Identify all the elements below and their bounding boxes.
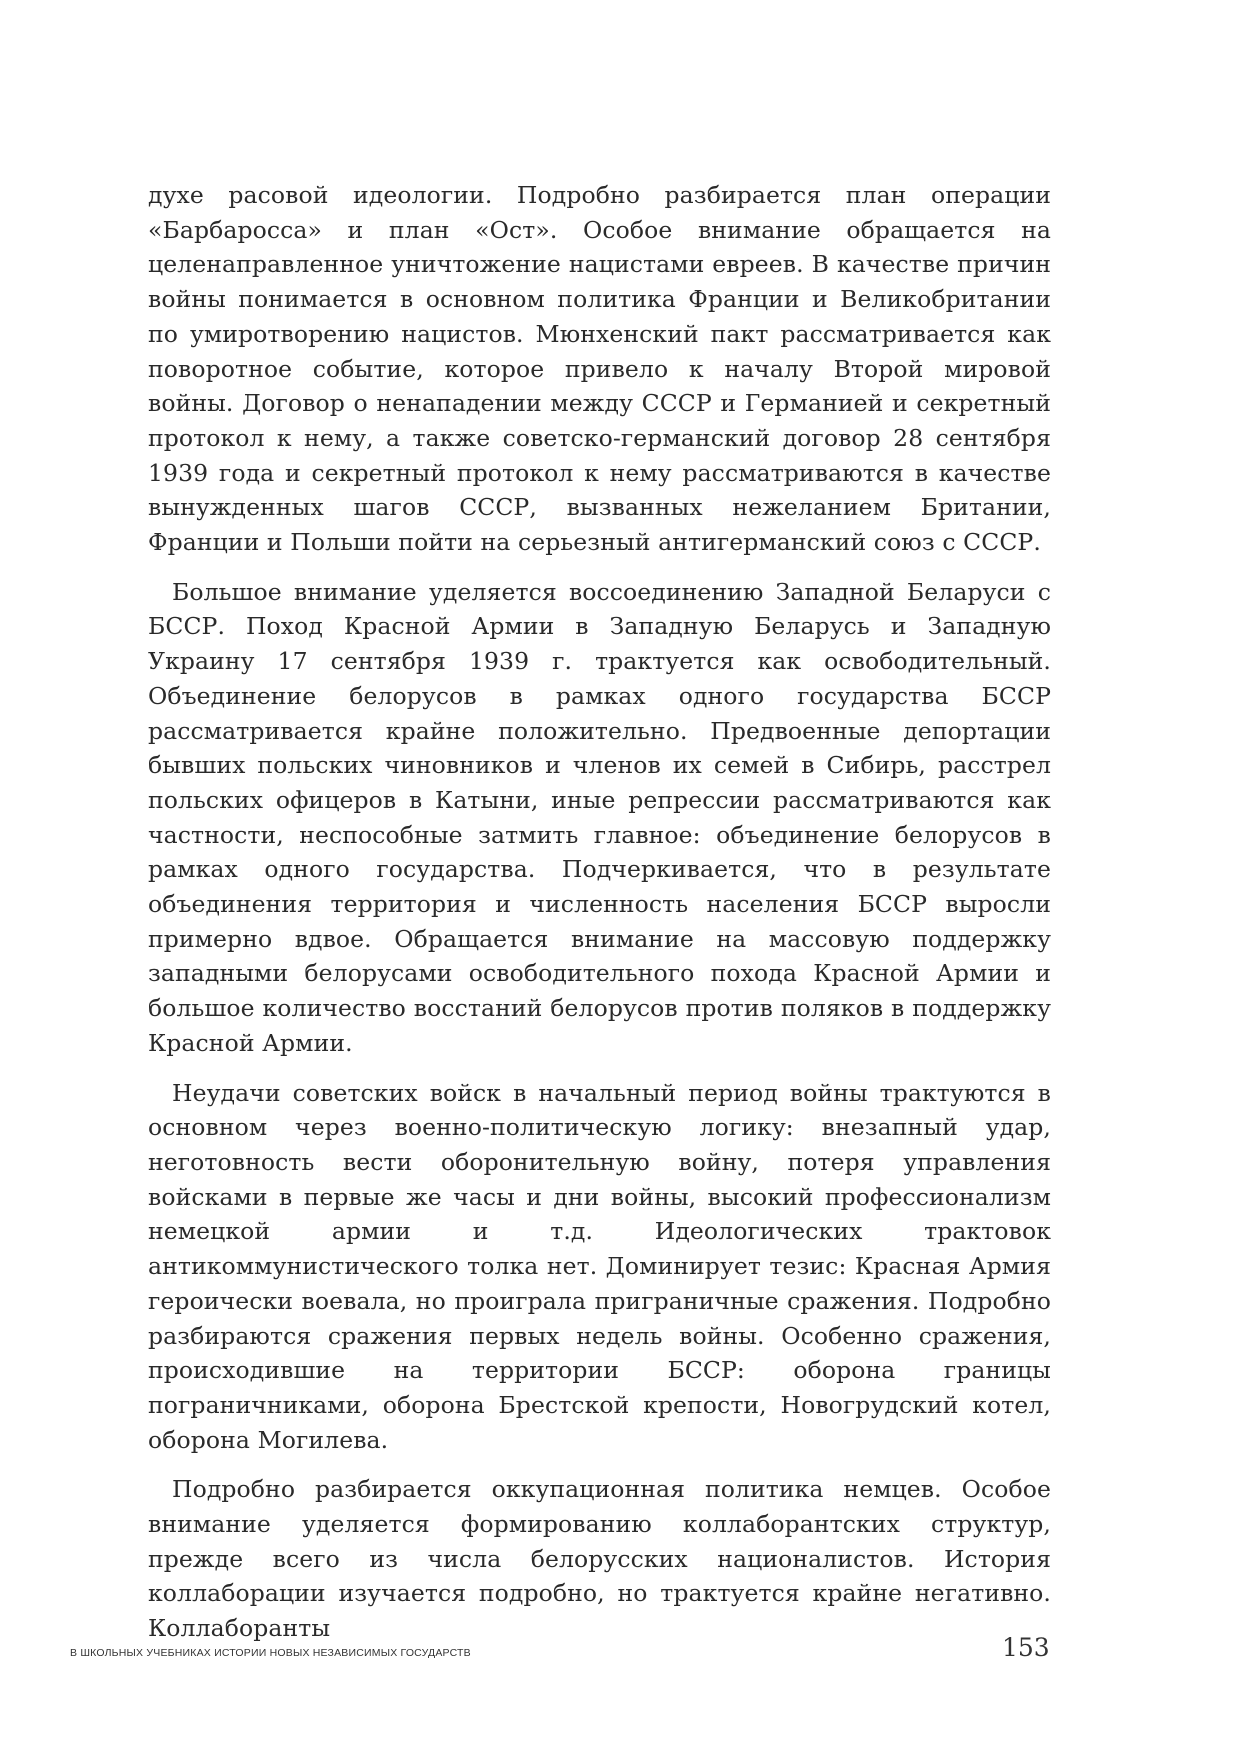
page-number: 153 <box>1002 1633 1050 1662</box>
paragraph-western-belarus: Большое внимание уделяется воссоединению Западной Беларуси с БССР. Поход Красной Армии в Западную Беларусь и Западную Украину 17 сентября 1939 г. трактуется как освободительный. Объединение белорусов в рамках одного государства БССР рассматривается крайне положительно. Предвоенные депортации бывших польских чиновников и членов их семей в Сибирь, расстрел польских офицеров в Катыни, иные репрессии рассматриваются как частности, неспособные затмить главное: объединение белорусов в рамках одного государства. Подчеркивается, что в результате объединения территория и численность населения БССР выросли примерно вдвое. Обращается внимание на массовую поддержку западными белорусами освободительного похода Красной Армии и большое количество восстаний белорусов против поляков в поддержку Красной Армии. <box>148 577 1051 1057</box>
paragraph-occupation-policy: Подробно разбирается оккупационная политика немцев. Особое внимание уделяется формированию коллаборантских структур, прежде всего из числа белорусских националистов. История коллаборации изучается подробно, но трактуется крайне негативно. Коллаборанты <box>148 1475 1051 1643</box>
paragraph-initial-period: Неудачи советских войск в начальный период войны трактуются в основном через военно-политическую логику: внезапный удар, неготовность вести оборонительную войну, потеря управления войсками в первые же часы и дни войны, высокий профессионализм немецкой армии и т.д. Идеологических трактовок антикоммунистического толка нет. Доминирует тезис: Красная Армия героически воевала, но проиграла приграничные сражения. Подробно разбираются сражения первых недель войны. Особенно сражения, происходившие на территории БССР: оборона границы пограничниками, оборона Брестской крепости, Новогрудский котел, оборона Могилева. <box>148 1078 1051 1454</box>
running-footer-title: В ШКОЛЬНЫХ УЧЕБНИКАХ ИСТОРИИ НОВЫХ НЕЗАВИСИМЫХ ГОСУДАРСТВ <box>70 1647 471 1659</box>
body-text <box>148 178 1051 1661</box>
paragraph-continuation: духе расовой идеологии. Подробно разбирается план операции «Барбаросса» и план «Ост». Особое внимание обращается на целенаправленное уничтожение нацистами евреев. В качестве причин войны понимается в основном политика Франции и Великобритании по умиротворению нацистов. Мюнхенский пакт рассматривается как поворотное событие, которое привело к началу Второй мировой войны. Договор о ненападении между СССР и Германией и секретный протокол к нему, а также советско-германский договор 28 сентября 1939 года и секретный протокол к нему рассматриваются в качестве вынужденных шагов СССР, вызванных нежеланием Британии, Франции и Польши пойти на серьезный антигерманский союз с СССР. <box>148 181 1051 557</box>
